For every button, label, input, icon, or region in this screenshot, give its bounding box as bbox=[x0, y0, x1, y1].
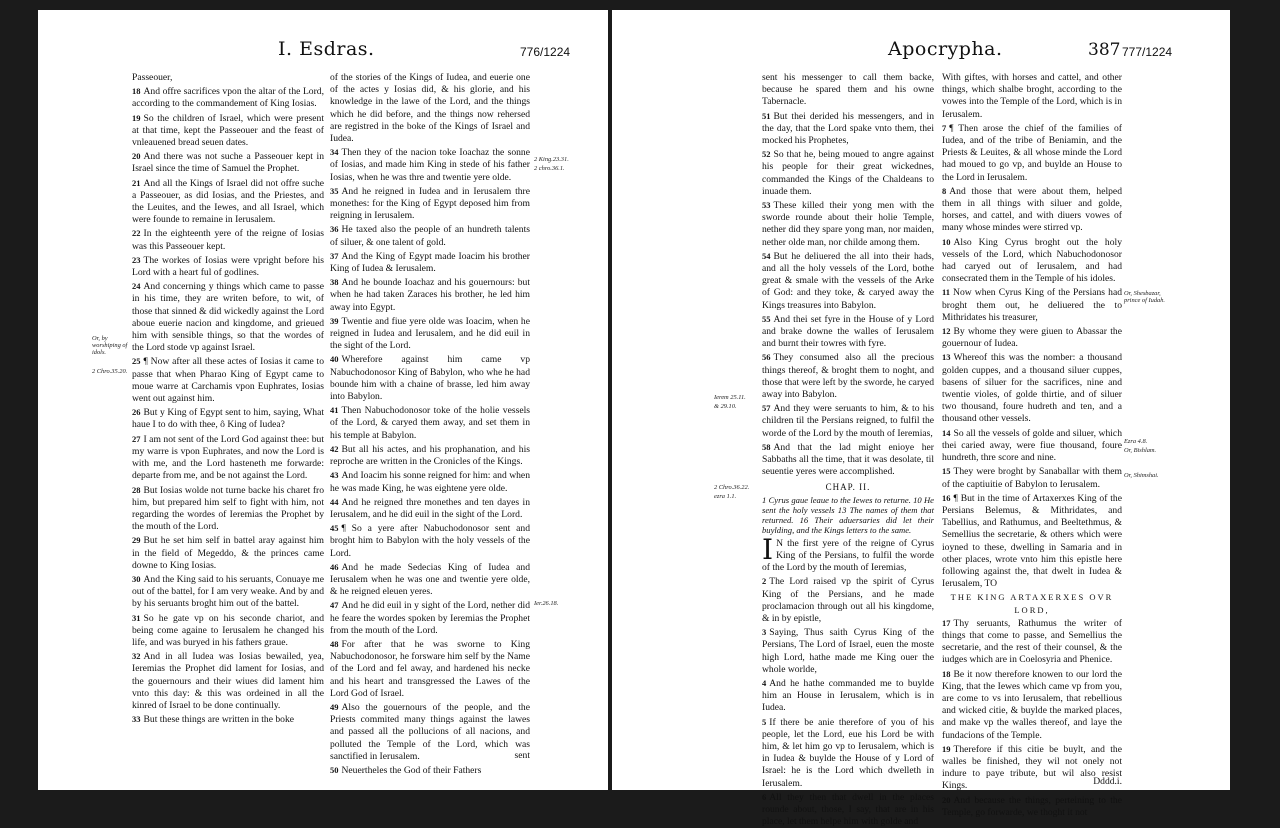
verse bbox=[942, 668, 1122, 742]
verse bbox=[330, 404, 530, 442]
verse bbox=[132, 227, 324, 252]
verse bbox=[330, 561, 530, 599]
left-column-2 bbox=[330, 72, 530, 776]
margin-note: Ezra 4.8. bbox=[1124, 438, 1148, 445]
verse-number: 25 bbox=[132, 356, 141, 367]
verse-number: 42 bbox=[330, 443, 339, 454]
verse bbox=[942, 617, 1122, 667]
verse-text: They were broght by Sanaballar with them of the captiuitie of Babylon to Ierusalem. bbox=[942, 466, 1122, 490]
verse-text: And he bounde Ioachaz and his gouernours: but when he had taken Zaraces his brother, he led him away into Egypt. bbox=[330, 277, 530, 313]
verse-text: And he did euil in y sight of the Lord, nether did he feare the wordes spoken by Ieremias the Prophet from the mouth of the Lord. bbox=[330, 600, 530, 636]
verse-text: Wherefore against him came vp Nabuchodonosor King of Babylon, who whe he had bounde him with a chaine of brasse, led him away into Babylon. bbox=[330, 354, 530, 403]
verse-number: 6 bbox=[762, 791, 767, 802]
verse bbox=[942, 325, 1122, 350]
verse-number: 47 bbox=[330, 600, 339, 611]
left-page bbox=[38, 10, 608, 790]
left-catchword: sent bbox=[514, 750, 530, 761]
verse bbox=[132, 573, 324, 611]
verse bbox=[330, 496, 530, 521]
verse bbox=[132, 612, 324, 650]
verse bbox=[330, 223, 530, 248]
verse-number: 32 bbox=[132, 651, 141, 662]
verse-text: In the eighteenth yere of the reigne of Iosias was this Passeouer kept. bbox=[132, 228, 324, 252]
verse-text: And thei set fyre in the House of y Lord and brake downe the walles of Ierusalem and burnt their towres with fyre. bbox=[762, 313, 934, 350]
verse-text: The Lord raised vp the spirit of Cyrus King of the Persians, and he made proclamacion through out all his kingdome, & in by epistle, bbox=[762, 576, 934, 624]
verse-number: 26 bbox=[132, 407, 141, 418]
verse-text: Then they of the nacion toke Ioachaz the sonne of Iosias, and made him King in stede of his father Iosias, when he was thre and twentie yere olde. bbox=[330, 147, 530, 183]
verse-number: 31 bbox=[132, 612, 141, 623]
verse-number: 57 bbox=[762, 403, 771, 414]
verse bbox=[762, 148, 934, 198]
verse-number: 30 bbox=[132, 573, 141, 584]
verse-number: 3 bbox=[762, 627, 767, 638]
margin-note: Or, Shimshai. bbox=[1124, 472, 1159, 479]
verse-number: 50 bbox=[330, 764, 339, 775]
verse bbox=[132, 355, 324, 405]
verse-text: If there be anie therefore of you of his people, let the Lord, eue his Lord be with him, & let him go vp to Ierusalem, which is in Iudea & buylde the House of y Lord of Israel: he is the Lord which dwelleth in Ierusalem. bbox=[762, 716, 934, 789]
verse bbox=[330, 185, 530, 223]
verse-text: With giftes, with horses and cattel, and other things, which shalbe broght, according to the vowes into the Temple of the Lord, which is in Ierusalem. bbox=[942, 72, 1122, 120]
verse-number: 54 bbox=[762, 250, 771, 261]
verse bbox=[762, 532, 934, 575]
right-folio: 387 bbox=[1088, 40, 1121, 60]
margin-note: Ierem 25.11. bbox=[714, 394, 746, 401]
verse-number: 23 bbox=[132, 254, 141, 265]
verse bbox=[942, 185, 1122, 235]
verse bbox=[942, 72, 1122, 121]
chapter-heading: CHAP. II. bbox=[825, 481, 871, 492]
verse-text: Be it now therefore knowen to our lord the King, that the Iewes which came vp from you, are come to vs into Ierusalem, that rebellious and wicked citie, & buylde the marked places, and make vp the walles thereof, and laye the fundacions of the Temple. bbox=[942, 668, 1122, 741]
verse-text: And in all Iudea was Iosias bewailed, yea, Ieremias the Prophet did lament for Iosias, and the gouernours and their wiues did lament him vnto this day: & this was ordeined in all the kinred of Israel to be done continually. bbox=[132, 651, 324, 711]
verse-text: But y King of Egypt sent to him, saying, What haue I to do with thee, ô King of Iudea? bbox=[132, 407, 324, 431]
verse-number: 14 bbox=[942, 427, 951, 438]
verse bbox=[762, 791, 934, 828]
verse bbox=[762, 313, 934, 351]
verse-text: of the stories of the Kings of Iudea, and euerie one of the actes y Iosias did, & his glorie, and his knowledge in the lawe of the Lord, and the things which he did before, and the things now rehersed are registred in the boke of the Kings of Israel and Iudea. bbox=[330, 72, 530, 145]
signature-mark: Dddd.i. bbox=[1093, 776, 1122, 787]
verse-number: 29 bbox=[132, 535, 141, 546]
verse bbox=[132, 713, 324, 726]
verse-number: 13 bbox=[942, 352, 951, 363]
chapter-summary: 1 Cyrus gaue leaue to the Iewes to returne. 10 He sent the holy vessels 13 The names of them that returned. 16 Their aduersaries did let their buylding, and the Kings letters to the same. bbox=[762, 494, 934, 535]
verse bbox=[330, 638, 530, 700]
verse-text: Also King Cyrus broght out the holy vessels of the Lord, which Nabuchodonosor had caryed out of Ierusalem, and had consecrated them in the Temple of his idoles. bbox=[942, 236, 1122, 285]
left-column-1 bbox=[132, 72, 324, 772]
verse-text: And concerning y things which came to passe in his time, they are writen before, to wit, of those that sinned & did wickedly against the Lord aboue euerie nacion and kingdome, and grieued him with sensible things, so that the wordes of the Lord stode vp against Israel. bbox=[132, 281, 324, 354]
verse-number: 24 bbox=[132, 281, 141, 292]
verse-text: Neuertheles the God of their Fathers bbox=[341, 764, 482, 776]
verse bbox=[942, 286, 1122, 324]
verse bbox=[762, 402, 934, 440]
verse bbox=[132, 112, 324, 150]
margin-note: 2 chro.36.1. bbox=[534, 165, 565, 172]
verse-text: Now when Cyrus King of the Persians had broght them out, he deliuered the to Mithridates his treasurer, bbox=[942, 287, 1122, 323]
verse bbox=[330, 276, 530, 314]
verse bbox=[330, 522, 530, 560]
margin-note: 2 Chro.35.20. bbox=[92, 368, 128, 375]
verse-text: And he reigned in Iudea and in Ierusalem thre monethes: for the King of Egypt deposed him from reigning in Ierusalem. bbox=[330, 185, 530, 222]
verse bbox=[132, 484, 324, 534]
verse-number: 40 bbox=[330, 354, 339, 365]
verse bbox=[942, 492, 1122, 591]
verse-number: 41 bbox=[330, 405, 339, 416]
verse bbox=[330, 599, 530, 637]
verse-number: 20 bbox=[942, 794, 951, 805]
margin-note: Or, Shesbazar, prince of Iudah. bbox=[1124, 290, 1165, 304]
verse-text: Saying, Thus saith Cyrus King of the Persians, The Lord of Israel, euen the moste high Lord, hathe made me King ouer the whole worlde, bbox=[762, 627, 934, 675]
verse-text: And he hathe commanded me to buylde him an House in Ierusalem, which is in Iudea. bbox=[762, 677, 934, 714]
verse bbox=[942, 122, 1122, 184]
left-running-head: I. Esdras. bbox=[278, 38, 375, 60]
verse-text: And they were seruants to him, & to his children til the Persians reigned, to fulfil the worde of the Lord by the mouth of Ieremias, bbox=[762, 403, 934, 439]
verse-text: All they then that dwell in the places rounde about, those, I say, that are in his place, let them helpe him with golde and bbox=[762, 791, 934, 828]
verse-text: So he gate vp on his seconde chariot, and being come againe to Ierusalem he changed his life, and was buryed in his fathers graue. bbox=[132, 612, 324, 648]
verse-text: By whome they were giuen to Abassar the gouernour of Iudea. bbox=[942, 326, 1122, 350]
verse-number: 17 bbox=[942, 617, 951, 628]
verse-number: 11 bbox=[942, 287, 951, 298]
margin-note: Or, by worshiping of idols. bbox=[92, 335, 128, 356]
verse-text: They consumed also all the precious things thereof, & broght them to noght, and those that were left by the sworde, he caryed away into Babylon. bbox=[762, 352, 934, 401]
verse-text: Twentie and fiue yere olde was Ioacim, when he reigned in Iudea and Ierusalem, and he did euil in the sight of the Lord. bbox=[330, 315, 530, 352]
verse-text: Passeouer, bbox=[132, 72, 173, 83]
verse bbox=[942, 236, 1122, 286]
verse-text: And all the Kings of Israel did not offre suche a Passeouer, as did Iosias, and the Priestes, and the Leuites, and the Iewes, and all Israel, which were founde to remaine in Ierusalem. bbox=[132, 177, 324, 226]
verse-number: 19 bbox=[942, 743, 951, 754]
verse-number: 10 bbox=[942, 236, 951, 247]
verse-text: But Iosias wolde not turne backe his charet fro him, but prepared him self to fight with him, not regarding the wordes of Ieremias the Prophet by the mouth of the Lord. bbox=[132, 484, 324, 533]
verse bbox=[762, 110, 934, 148]
verse bbox=[942, 351, 1122, 425]
verse-text: ¶ But in the time of Artaxerxes King of the Persians Belemus, & Mithridates, and Tabellius, and Rathumus, and Beeltethmus, & Semellius the secretarie, & others which were ioyned to these, dwelling in Samaria and in other places, wrote vnto him this epistle here following against the, that dwelt in Iudea & Ierusalem, TO bbox=[942, 492, 1122, 590]
verse-text: So all the vessels of golde and siluer, which thei caried away, were fiue thousand, foure hundreth, thre score and nine. bbox=[942, 427, 1122, 464]
drop-capital: I bbox=[762, 532, 774, 566]
verse-number: 35 bbox=[330, 185, 339, 196]
verse-text: But all his actes, and his prophanation, and his reproche are written in the Cronicles of the Kings. bbox=[330, 443, 530, 468]
verse-text: But he deliuered the all into their hads, and all the holy vessels of the Lord, bothe great & smale with the vessels of the Arke of God: and they toke, & caryed away the Kings treasures into Babylon. bbox=[762, 250, 934, 311]
margin-note: 2 Chro.36.22. bbox=[714, 484, 750, 491]
verse bbox=[132, 534, 324, 572]
verse-number: 18 bbox=[132, 86, 141, 97]
verse-text: sent his messenger to call them backe, because he spared them and his owne Tabernacle. bbox=[762, 72, 934, 108]
verse bbox=[330, 764, 530, 777]
right-column-1 bbox=[762, 72, 934, 828]
verse-number: 5 bbox=[762, 716, 767, 727]
verse-text: But he set him self in battel aray against him in the field of Megeddo, & the princes came downe to King Iosias. bbox=[132, 535, 324, 571]
verse-text: And he reigned thre monethes and ten dayes in Ierusalem, and he did euil in the sight of the Lord. bbox=[330, 496, 530, 520]
verse-text: Thy seruants, Rathumus the writer of things that come to passe, and Semellius the secretarie, and the rest of their counsel, & the iudges which are in Coelosyria and Phenice. bbox=[942, 617, 1122, 666]
verse-number: 53 bbox=[762, 200, 771, 211]
verse-number: 37 bbox=[330, 250, 339, 261]
verse-text: He taxed also the people of an hundreth talents of siluer, & one talent of gold. bbox=[330, 224, 530, 248]
verse-text: So the children of Israel, which were present at that time, kept the Passeouer and the feast of vnleauened bread seuen dates. bbox=[132, 112, 324, 149]
verse bbox=[132, 72, 324, 84]
verse-number: 55 bbox=[762, 313, 771, 324]
verse-number: 45 bbox=[330, 523, 339, 534]
verse-text: And Ioacim his sonne reigned for him: and when he was made King, he was eightene yere olde. bbox=[330, 470, 530, 494]
verse bbox=[132, 254, 324, 279]
verse-number: 27 bbox=[132, 433, 141, 444]
margin-note: Ier.26.18. bbox=[534, 600, 559, 607]
verse-number: 49 bbox=[330, 701, 339, 712]
verse bbox=[762, 441, 934, 479]
verse-text: Then Nabuchodonosor toke of the holie vessels of the Lord, & caryed them away, and set them in his temple at Babylon. bbox=[330, 405, 530, 441]
verse bbox=[132, 177, 324, 227]
verse-number: 15 bbox=[942, 466, 951, 477]
verse-text: And the King of Egypt made Ioacim his brother King of Iudea & Ierusalem. bbox=[330, 250, 530, 275]
verse-text: ¶ Now after all these actes of Iosias it came to passe that when Pharao King of Egypt came to moue warre at Carchamis vpon Euphrates, Iosias went out against him. bbox=[132, 356, 324, 405]
verse-text: So that he, being moued to angre against his people for their great wickednes, commanded the Kings of the Chaldeans to inuade them. bbox=[762, 149, 934, 197]
verse bbox=[132, 433, 324, 483]
right-running-head: Apocrypha. bbox=[888, 38, 1003, 60]
verse-text: Also the gouernours of the people, and the Priests commited many things against the lawes and passed all the pollucions of all nacions, and polluted the Temple of the Lord, which was sanctified in Ierusalem. bbox=[330, 701, 530, 762]
margin-note: 2 King.23.31. bbox=[534, 156, 569, 163]
verse-text: Whereof this was the nomber: a thousand golden cuppes, and a thousand siluer cuppes, basens of siluer for the sacrifices, nine and twentie violes, of golde thirtie, and of siluer two thousand, foure hudreth and ten, and a thousand other vessels. bbox=[942, 352, 1122, 425]
verse-number: 2 bbox=[762, 576, 767, 587]
verse-number: 44 bbox=[330, 496, 339, 507]
verse-text: And offre sacrifices vpon the altar of the Lord, according to the commandement of King Iosias. bbox=[132, 86, 324, 110]
left-page-indicator: 776/1224 bbox=[520, 45, 571, 59]
verse-text: But thei derided his messengers, and in the day, that the Lord spake vnto them, thei mocked his Prophetes, bbox=[762, 110, 934, 147]
verse bbox=[330, 315, 530, 353]
verse-number: 36 bbox=[330, 224, 339, 235]
verse-text: ¶ Then arose the chief of the families of Iudea, and of the tribe of Beniamin, and the Priests & Leuites, & all whose minde the Lord had moued to go vp, and buylde an House to the Lord in Ierusalem. bbox=[942, 122, 1122, 183]
verse bbox=[330, 469, 530, 494]
verse bbox=[132, 85, 324, 110]
verse-number: 51 bbox=[762, 110, 771, 121]
verse bbox=[132, 150, 324, 175]
verse-number: 58 bbox=[762, 441, 771, 452]
verse-text: And there was not suche a Passeouer kept in Israel since the time of Samuel the Prophet. bbox=[132, 151, 324, 175]
verse-number: 33 bbox=[132, 714, 141, 725]
verse bbox=[762, 199, 934, 249]
verse-number: 38 bbox=[330, 277, 339, 288]
verse bbox=[762, 716, 934, 790]
verse-text: These killed their yong men with the sworde rounde about their holie Temple, nether did they spare yong man, nor maiden, nether olde man, nor childe among them. bbox=[762, 200, 934, 248]
verse-number: 48 bbox=[330, 638, 339, 649]
verse-number: 34 bbox=[330, 147, 339, 158]
right-page-indicator: 777/1224 bbox=[1122, 45, 1173, 59]
verse bbox=[762, 72, 934, 109]
verse-text: ¶ So a yere after Nabuchodonosor sent and broght him to Babylon with the holy vessels of the Lord. bbox=[330, 523, 530, 559]
verse bbox=[762, 250, 934, 312]
verse-number: 28 bbox=[132, 484, 141, 495]
verse bbox=[762, 575, 934, 625]
verse-number: 20 bbox=[132, 151, 141, 162]
verse-number: 12 bbox=[942, 326, 951, 337]
verse bbox=[330, 146, 530, 184]
verse-number: 22 bbox=[132, 228, 141, 239]
verse-text: I am not sent of the Lord God against thee: but my warre is vpon Euphrates, and now the Lord is with me, and the Lord hasteneth me forwarde: departe from me, and be not against the Lord. bbox=[132, 433, 324, 482]
right-page bbox=[612, 10, 1230, 828]
verse-text: And those that were about them, helped them in all things with siluer and golde, horses, and cattel, and with diuers vowes of many whose mindes were stirred vp. bbox=[942, 185, 1122, 234]
verse bbox=[330, 443, 530, 468]
verse-number: 39 bbox=[330, 315, 339, 326]
verse bbox=[132, 280, 324, 354]
verse-text: And he made Sedecias King of Iudea and Ierusalem when he was one and twentie yere olde, & he reigned eleuen yeres. bbox=[330, 561, 530, 598]
verse bbox=[762, 351, 934, 401]
verse bbox=[942, 794, 1122, 819]
verse bbox=[762, 626, 934, 676]
verse-number: 7 bbox=[942, 122, 947, 133]
verse bbox=[942, 465, 1122, 490]
margin-note: ezra 1.1. bbox=[714, 493, 737, 500]
verse-number: 52 bbox=[762, 149, 771, 160]
verse bbox=[132, 406, 324, 431]
verse-text: And the King said to his seruants, Conuaye me out of the battel, for I am very weake. And by and by his seruants broght him out of the battel. bbox=[132, 573, 324, 610]
verse-number: 19 bbox=[132, 112, 141, 123]
verse-number: 56 bbox=[762, 352, 771, 363]
letter-address: THE KING ARTAXERXES OVR LORD, bbox=[950, 592, 1114, 615]
verse-number: 18 bbox=[942, 668, 951, 679]
verse bbox=[330, 250, 530, 275]
verse bbox=[330, 353, 530, 403]
verse-text: And because the things, perteining to the Temple, go forwarde, we thoght it not bbox=[942, 794, 1122, 818]
margin-note: Or, Bishlam. bbox=[1124, 447, 1157, 454]
verse-number: 4 bbox=[762, 677, 767, 688]
verse-text: And that the lad might enioye her Sabbaths all the time, that it was desolate, til seuentie yeres were accomplished. bbox=[762, 441, 934, 478]
verse bbox=[762, 677, 934, 715]
verse-number: 46 bbox=[330, 561, 339, 572]
verse-number: 16 bbox=[942, 492, 951, 503]
verse-number: 43 bbox=[330, 470, 339, 481]
verse-text: For after that he was sworne to King Nabuchodonosor, he forsware him self by the Name of the Lord and fel away, and hardened his necke and his heart and transgressed the Lawes of the Lord God of Israel. bbox=[330, 638, 530, 699]
verse bbox=[330, 72, 530, 145]
verse bbox=[942, 427, 1122, 465]
verse bbox=[132, 650, 324, 712]
verse-text: N the first yere of the reigne of Cyrus King of the Persians, to fulfil the worde of the Lord by the mouth of Ieremias, bbox=[762, 537, 934, 574]
verse-text: But these things are written in the boke bbox=[143, 714, 295, 726]
verse-number: 21 bbox=[132, 177, 141, 188]
verse-number: 8 bbox=[942, 185, 947, 196]
verse-text: The workes of Iosias were vpright before his Lord with a heart ful of godlines. bbox=[132, 254, 324, 279]
margin-note: & 29.10. bbox=[714, 403, 737, 410]
verse-text: Therefore if this citie be buylt, and the walles be finished, they wil not onely not indure to paye tribute, but wil also resist Kings. bbox=[942, 743, 1122, 792]
